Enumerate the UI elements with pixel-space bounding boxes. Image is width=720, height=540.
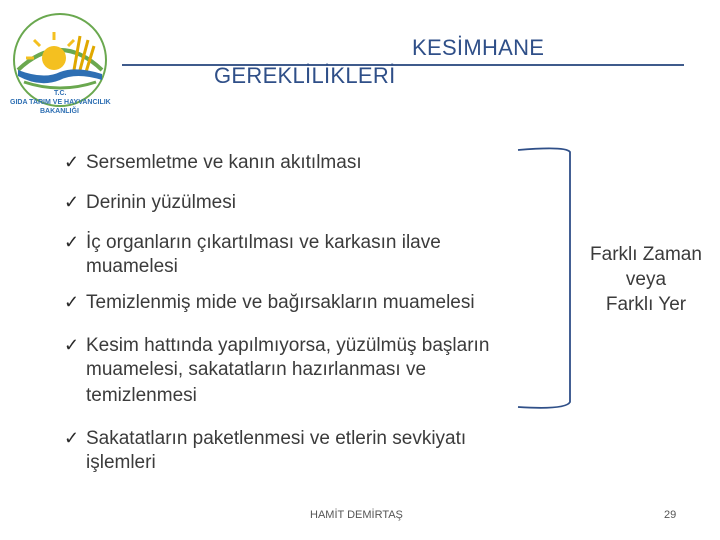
checkmark-icon: ✓ [64, 428, 80, 448]
list-item-continuation: temizlenmesi [86, 385, 197, 406]
list-item-text: Sakatatların paketlenmesi ve etlerin sevkiyatı [86, 428, 467, 449]
footer-author: HAMİT DEMİRTAŞ [310, 509, 403, 521]
checkmark-icon: ✓ [64, 292, 80, 312]
list-item-continuation: işlemleri [86, 452, 156, 473]
logo-text-tc: T.C. [54, 90, 67, 97]
list-item-text: Kesim hattında yapılmıyorsa, yüzülmüş başların [86, 335, 490, 356]
list-item-text: İç organların çıkartılması ve karkasın ilave [86, 232, 441, 253]
side-note-line-1: Farklı Zaman [590, 244, 702, 265]
side-note-line-2: veya [625, 269, 667, 290]
list-item-continuation: muamelesi, sakatatların hazırlanması ve [86, 359, 427, 380]
page-number: 29 [664, 509, 677, 521]
page-title-line-2: GEREKLİLİKLERİ [214, 63, 396, 88]
checkmark-icon: ✓ [64, 232, 80, 252]
list-item-continuation: muamelesi [86, 256, 178, 277]
list-item-text: Derinin yüzülmesi [86, 192, 236, 213]
logo-text-ministry: GIDA TARIM VE HAYVANCILIK [10, 99, 111, 106]
checkmark-icon: ✓ [64, 335, 80, 355]
page-title-line-1: KESİMHANE [412, 35, 545, 60]
logo-text-ministry-2: BAKANLIĞI [40, 108, 79, 115]
checkmark-icon: ✓ [64, 192, 80, 212]
list-item-text: Sersemletme ve kanın akıtılması [86, 152, 362, 173]
side-note-line-3: Farklı Yer [605, 294, 687, 315]
list-item-text: Temizlenmiş mide ve bağırsakların muamelesi [86, 292, 475, 313]
checkmark-icon: ✓ [64, 152, 80, 172]
